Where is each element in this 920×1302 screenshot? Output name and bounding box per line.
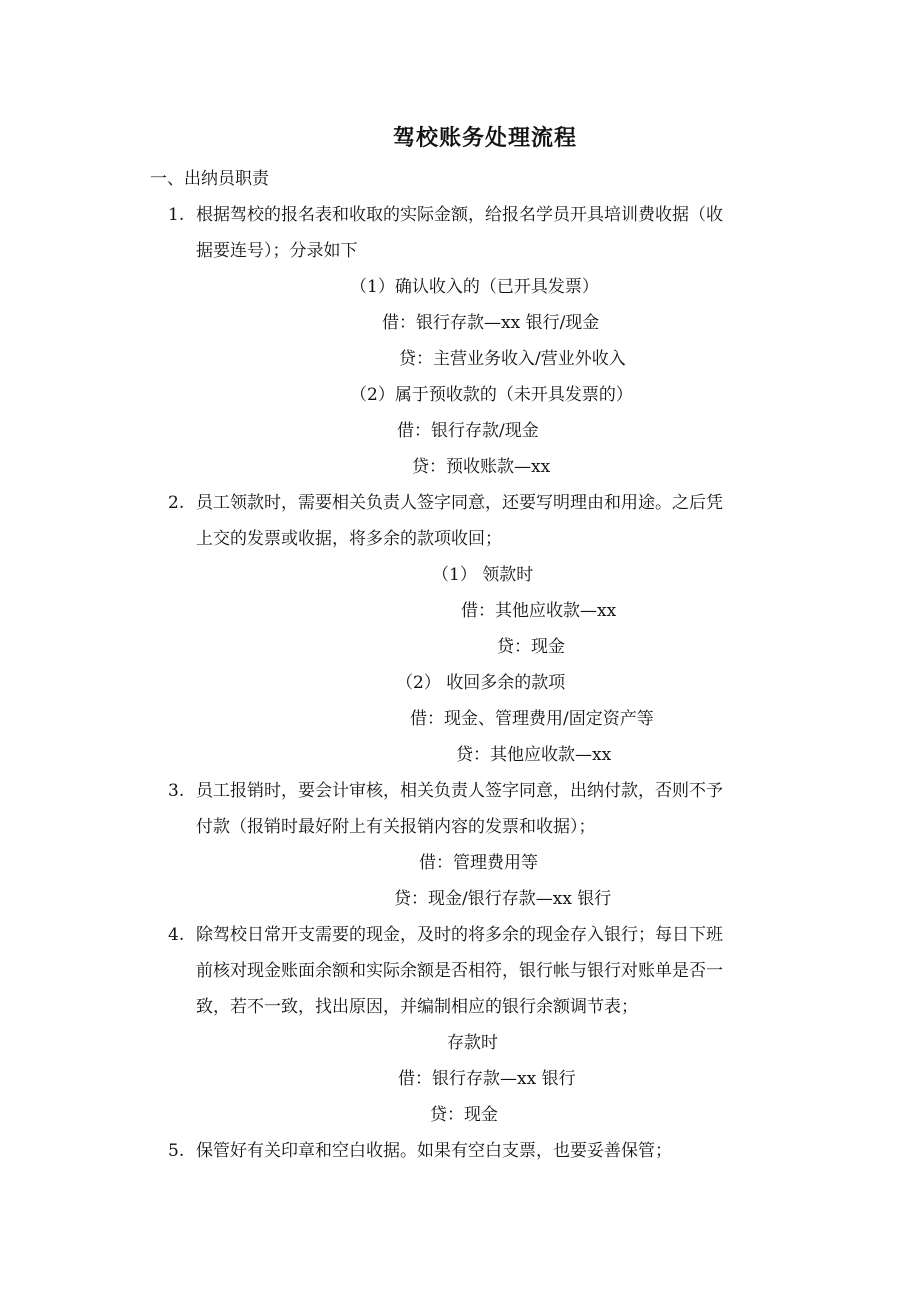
- item-number: 3.: [168, 781, 185, 801]
- entry-debit: 借：银行存款—xx 银行/现金: [382, 313, 600, 333]
- item-text-continued: 致，若不一致，找出原因，并编制相应的银行余额调节表；: [196, 997, 638, 1017]
- entry-debit: 借：其他应收款—xx: [461, 601, 617, 621]
- item-text: 除驾校日常开支需要的现金，及时的将多余的现金存入银行；每日下班: [196, 925, 723, 945]
- entry-credit: 贷：现金/银行存款—xx 银行: [394, 889, 612, 909]
- entry-subheading: 存款时: [447, 1033, 498, 1053]
- entry-subheading: （1） 领款时: [432, 565, 534, 585]
- item-text: 员工领款时，需要相关负责人签字同意，还要写明理由和用途。之后凭: [196, 493, 723, 513]
- item-text: 根据驾校的报名表和收取的实际金额，给报名学员开具培训费收据（收: [196, 205, 723, 225]
- list-item-3: [168, 780, 723, 802]
- item-number: 1.: [168, 205, 185, 225]
- item-number: 5.: [168, 1141, 185, 1161]
- list-item-2: [168, 492, 723, 514]
- entry-credit: 贷：现金: [430, 1105, 498, 1125]
- entry-credit: 贷：主营业务收入/营业外收入: [399, 349, 626, 369]
- entry-credit: 贷：预收账款—xx: [412, 457, 551, 477]
- entry-credit: 贷：现金: [497, 637, 565, 657]
- page-title: 驾校账务处理流程: [392, 125, 577, 151]
- item-text-continued: 据要连号）；分录如下: [196, 241, 358, 261]
- section-heading: 一、出纳员职责: [150, 169, 269, 189]
- item-text: 员工报销时，要会计审核，相关负责人签字同意，出纳付款，否则不予: [196, 781, 723, 801]
- item-text-continued: 上交的发票或收据，将多余的款项收回；: [196, 529, 502, 549]
- entry-credit: 贷：其他应收款—xx: [456, 745, 612, 765]
- list-item-4: [168, 924, 723, 946]
- item-number: 4.: [168, 925, 185, 945]
- entry-subheading: （1）确认收入的（已开具发票）: [350, 277, 599, 297]
- item-text: 保管好有关印章和空白收据。如果有空白支票，也要妥善保管；: [196, 1141, 672, 1161]
- list-item-1: [168, 204, 723, 226]
- entry-subheading: （2）属于预收款的（未开具发票的）: [350, 385, 633, 405]
- entry-debit: 借：管理费用等: [419, 853, 538, 873]
- item-text-continued: 付款（报销时最好附上有关报销内容的发票和收据）；: [196, 817, 596, 837]
- entry-debit: 借：现金、管理费用/固定资产等: [410, 709, 654, 729]
- entry-subheading: （2） 收回多余的款项: [396, 673, 566, 693]
- item-text-continued: 前核对现金账面余额和实际余额是否相符，银行帐与银行对账单是否一: [196, 961, 723, 981]
- list-item-5: [168, 1140, 672, 1162]
- entry-debit: 借：银行存款/现金: [397, 421, 539, 441]
- entry-debit: 借：银行存款—xx 银行: [398, 1069, 576, 1089]
- item-number: 2.: [168, 493, 185, 513]
